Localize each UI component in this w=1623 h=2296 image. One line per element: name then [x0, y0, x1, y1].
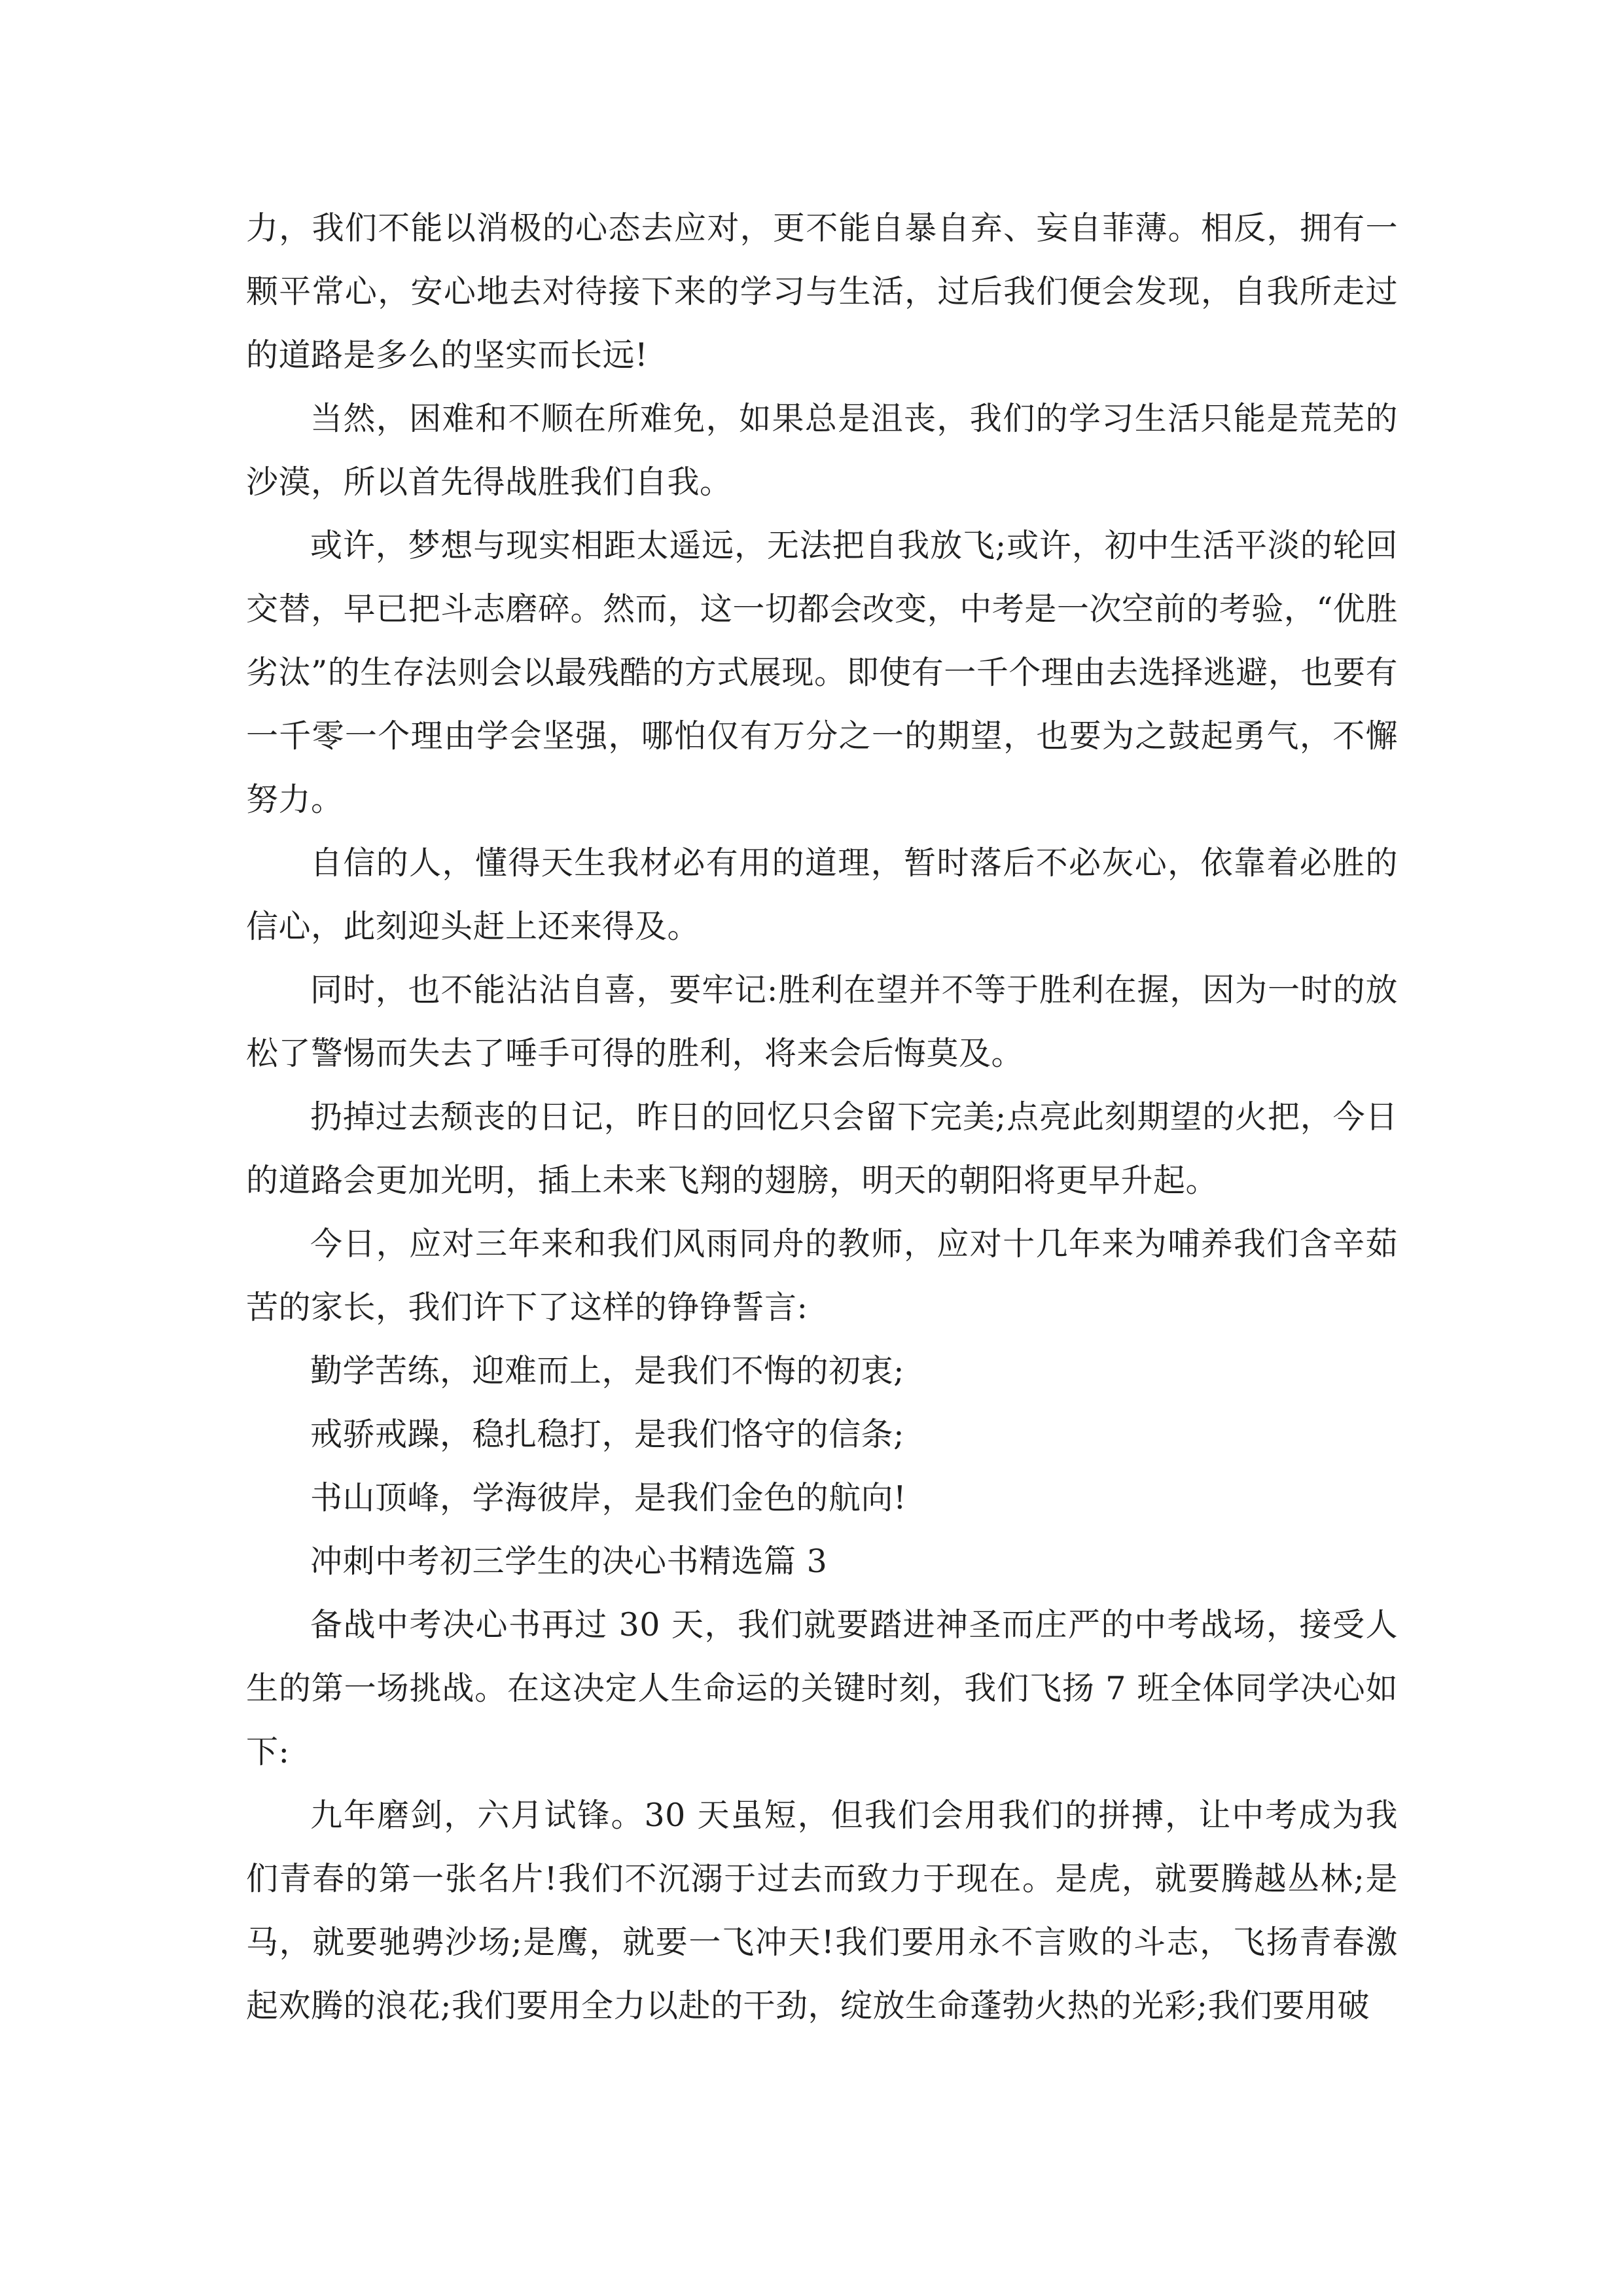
paragraph-8: 备战中考决心书再过 30 天，我们就要踏进神圣而庄严的中考战场，接受人生的第一场挑战。在这决定人生命运的关键时刻，我们飞扬 7 班全体同学决心如下:	[246, 1606, 1398, 1770]
paragraph-2: 当然，困难和不顺在所难免，如果总是沮丧，我们的学习生活只能是荒芜的沙漠，所以首先得战胜我们自我。	[246, 400, 1398, 501]
section-heading: 冲刺中考初三学生的决心书精选篇 3	[310, 1543, 828, 1580]
paragraph-7: 今日，应对三年来和我们风雨同舟的教师，应对十几年来为哺养我们含辛茹苦的家长，我们许下了这样的铮铮誓言:	[246, 1225, 1398, 1326]
paragraph-5: 同时，也不能沾沾自喜，要牢记:胜利在望并不等于胜利在握，因为一时的放松了警惕而失去了唾手可得的胜利，将来会后悔莫及。	[246, 971, 1398, 1072]
oath-line-2: 戒骄戒躁，稳扎稳打，是我们恪守的信条;	[310, 1416, 905, 1453]
paragraph-3: 或许，梦想与现实相距太遥远，无法把自我放飞;或许，初中生活平淡的轮回交替，早已把斗志磨碎。然而，这一切都会改变，中考是一次空前的考验，“优胜劣汰”的生存法则会以最残酷的方式展现。即使有一千个理由去选择逃避，也要有一千零一个理由学会坚强，哪怕仅有万分之一的期望，也要为之鼓起勇气，不懈努力。	[246, 527, 1398, 818]
paragraph-9: 九年磨剑，六月试锋。30 天虽短，但我们会用我们的拼搏，让中考成为我们青春的第一张名片!我们不沉溺于过去而致力于现在。是虎，就要腾越丛林;是马，就要驰骋沙场;是鹰，就要一飞冲天!我们要用永不言败的斗志，飞扬青春激起欢腾的浪花;我们要用全力以赴的干劲，绽放生命蓬勃火热的光彩;我们要用破	[246, 1797, 1398, 2024]
oath-line-3: 书山顶峰，学海彼岸，是我们金色的航向!	[310, 1479, 907, 1516]
document-body	[246, 196, 1398, 2037]
paragraph-6: 扔掉过去颓丧的日记，昨日的回忆只会留下完美;点亮此刻期望的火把，今日的道路会更加光明，插上未来飞翔的翅膀，明天的朝阳将更早升起。	[246, 1098, 1398, 1199]
oath-line-1: 勤学苦练，迎难而上，是我们不悔的初衷;	[310, 1352, 905, 1390]
paragraph-1: 力，我们不能以消极的心态去应对，更不能自暴自弃、妄自菲薄。相反，拥有一颗平常心，安心地去对待接下来的学习与生活，过后我们便会发现，自我所走过的道路是多么的坚实而长远!	[246, 209, 1398, 374]
paragraph-4: 自信的人，懂得天生我材必有用的道理，暂时落后不必灰心，依靠着必胜的信心，此刻迎头赶上还来得及。	[246, 844, 1398, 945]
